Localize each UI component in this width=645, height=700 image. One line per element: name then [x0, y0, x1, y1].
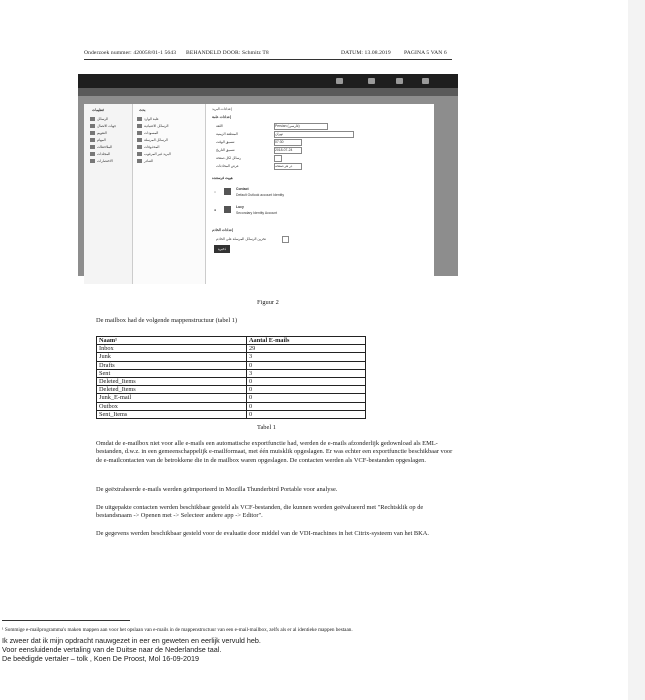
scan-edge [628, 0, 645, 700]
sidebar-item: المجلدات [90, 152, 110, 156]
translator-signature: De beëdigde vertaler – tolk , Koen De Proost, Mol 16-09-2019 [2, 654, 199, 663]
table-cell: Deleted_Items [97, 377, 247, 385]
folder-pane [133, 104, 206, 284]
table-row [97, 369, 366, 377]
table-intro: De mailbox had de volgende mappenstructuur (tabel 1) [96, 317, 238, 324]
screenshot-window [84, 104, 434, 284]
table-cell: Sent_Items [97, 410, 247, 418]
paragraph: Omdat de e-mailbox niet voor alle e-mails een automatische exportfunctie had, werden de e-mails afzonderlijk gedownload als EML-bestanden, d.w.z. in een gemeenschappelijk e-mailformaat, met één muisklik opgeslagen. Er was echter een exportfunctie beschikbaar voor de e-mailcontacten van de betrokkene die in de mailbox waren opgeslagen. De contacten werden als VCF-bestanden opgeslagen. [96, 440, 453, 464]
identity-name: Contact [236, 187, 249, 191]
case-number: Onderzoek nummer: 420058/01-1 5643 [84, 50, 177, 56]
folder-item: الرسائل الاعتيادية [137, 124, 168, 128]
language-select: Persian (فارسی) [274, 123, 328, 130]
time-format-select: 07:30 [274, 139, 302, 146]
paragraph: De gegevens werden beschikbaar gesteld voor de evaluatie door middel van de VDI-machines in het Citrix-systeem van het BKA. [96, 530, 429, 537]
folder-item: علبة الوارد [137, 117, 159, 121]
sidebar-item: جهات الاتصال [90, 124, 116, 128]
table-cell: 0 [247, 361, 366, 369]
table-row [97, 386, 366, 394]
sidebar-title: ثنظيمات [92, 108, 104, 112]
table-row [97, 345, 366, 353]
field-label: المنطقة الزمنية [216, 132, 238, 136]
sidebar-item: المهام [90, 138, 106, 142]
table-cell: Deleted_Items [97, 386, 247, 394]
checkbox [274, 155, 282, 162]
field-label: عرض المحادثات [216, 164, 239, 168]
date-format-select: 2018-07-24 [274, 147, 302, 154]
folder-item: الرسائل المرسلة [137, 138, 168, 142]
table-header-row [97, 337, 366, 345]
identity-avatar [224, 188, 231, 195]
identity-detail: Secondary Identity Account [236, 211, 278, 215]
table-cell: Junk_E-mail [97, 394, 247, 402]
radio-icon: ● [214, 208, 217, 212]
footnote: ¹ Sommige e-mailprogramma's maken mappen aan voor het opslaan van e-mails in de mappenstructuur van een e-mail-mailbox, zelfs als er al identieke mappen bestaan. [2, 627, 353, 633]
sidebar-item: الاختصارات [90, 159, 113, 163]
sidebar-item: التقويم [90, 131, 107, 135]
table-row [97, 377, 366, 385]
radio-icon: ○ [214, 190, 217, 194]
table-cell: Drafts [97, 361, 247, 369]
translator-statement: Voor eensluidende vertaling van de Duitse naar de Nederlandse taal. [2, 645, 222, 654]
screenshot-figure [78, 74, 458, 276]
table-cell: Sent [97, 369, 247, 377]
general-section-title: إعدادات عامة [212, 115, 231, 119]
table-cell: Outbox [97, 402, 247, 410]
settings-pane [206, 104, 434, 284]
footnote-divider [2, 620, 130, 621]
table-cell: 0 [247, 386, 366, 394]
server-option: تخزين الرسائل المرسلة على الخادم [216, 237, 266, 241]
table-row [97, 353, 366, 361]
identity-detail: Default Outlook account Identity [236, 193, 285, 197]
column-header: Aantal E-mails [247, 337, 366, 345]
handled-by: BEHANDELD DOOR: Schmitz T8 [186, 50, 269, 56]
sidebar-item: الرسائل [90, 117, 108, 121]
folder-item: الصادر [137, 159, 153, 163]
identity-section-title: هويت فرستنده [212, 176, 233, 180]
document-date: DATUM: 13.08.2019 [341, 50, 391, 56]
table-cell: Junk [97, 353, 247, 361]
save-button: ذخیره [214, 245, 230, 253]
screenshot-toolbar [78, 88, 458, 96]
checkbox [282, 236, 289, 243]
table-cell: 29 [247, 345, 366, 353]
folder-table [96, 336, 366, 419]
figure-caption: Figuur 2 [257, 299, 279, 306]
user-icon [336, 78, 343, 84]
identity-avatar [224, 206, 231, 213]
table-cell: 0 [247, 402, 366, 410]
field-label: تنسيق التاريخ [216, 148, 235, 152]
settings-icon [368, 78, 375, 84]
settings-title: إعدادات البريد [212, 107, 232, 111]
table-row [97, 361, 366, 369]
field-label: اللغة [216, 124, 223, 128]
folder-item: المسودات [137, 131, 158, 135]
table-row [97, 394, 366, 402]
table-cell: 0 [247, 377, 366, 385]
logout-icon [422, 78, 429, 84]
screenshot-topbar [78, 74, 458, 88]
page-number: PAGINA 5 VAN 6 [404, 50, 447, 56]
paragraph: De uitgepakte contacten werden beschikbaar gesteld als VCF-bestanden, die kunnen worden geëvalueerd met "Rechtsklik op de bestandsnaam -> Openen met -> Selecteer andere app -> Editor". [96, 504, 424, 520]
identity-name: Lucy [236, 205, 244, 209]
conversation-select: در هر صفحه [274, 163, 302, 170]
folder-item: المحذوفات [137, 145, 159, 149]
column-header: Naam¹ [97, 337, 247, 345]
field-label: تنسيق الوقت [216, 140, 235, 144]
timezone-select: تهران [274, 131, 354, 138]
table-cell: Inbox [97, 345, 247, 353]
table-row [97, 402, 366, 410]
translator-oath: Ik zweer dat ik mijn opdracht nauwgezet in eer en geweten en eerlijk vervuld heb. [2, 636, 261, 645]
settings-sidebar [84, 104, 133, 284]
header-divider [84, 59, 452, 60]
table-row [97, 410, 366, 418]
table-cell: 0 [247, 410, 366, 418]
table-cell: 3 [247, 353, 366, 361]
folder-pane-title: بحث [139, 108, 146, 112]
table-cell: 0 [247, 394, 366, 402]
server-section-title: إعدادات الخادم [212, 228, 234, 232]
table-caption: Tabel 1 [257, 424, 276, 431]
sidebar-item: الملاحظات [90, 145, 112, 149]
paragraph: De geëxtraheerde e-mails werden geïmporteerd in Mozilla Thunderbird Portable voor analyse. [96, 486, 338, 493]
mail-icon [396, 78, 403, 84]
field-label: رسائل لكل صفحة [216, 156, 241, 160]
folder-item: البريد غير المرغوب [137, 152, 171, 156]
table-cell: 3 [247, 369, 366, 377]
